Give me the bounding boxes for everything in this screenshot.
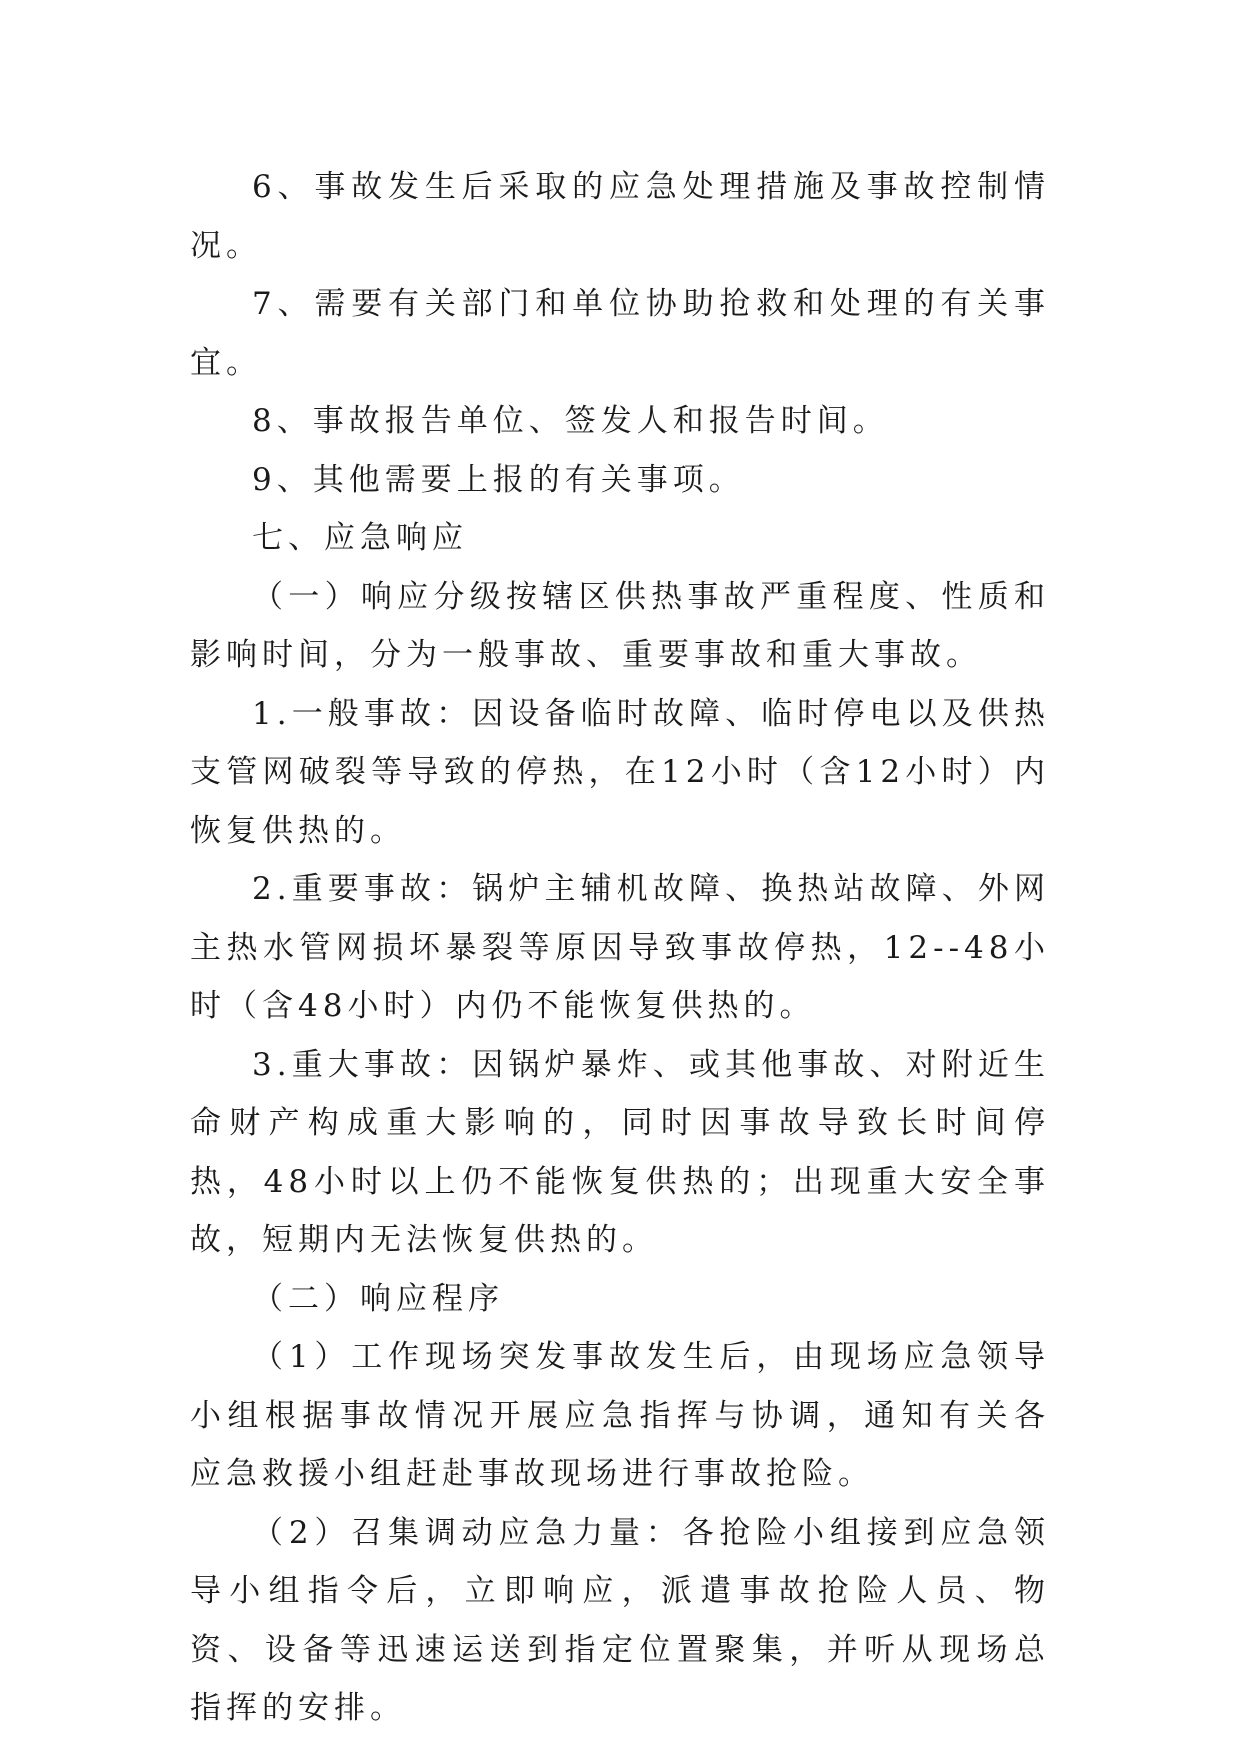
paragraph-item-8: 8、事故报告单位、签发人和报告时间。 bbox=[252, 403, 889, 439]
paragraph-item-7: 7、需要有关部门和单位协助抢救和处理的有关事宜。 bbox=[190, 286, 1050, 381]
paragraph-general-accident: 1.一般事故：因设备临时故障、临时停电以及供热支管网破裂等导致的停热，在12小时（含12小时）内恢复供热的。 bbox=[190, 695, 1050, 849]
paragraph-item-9: 9、其他需要上报的有关事项。 bbox=[252, 461, 745, 498]
paragraph-procedure-1: （1）工作现场突发事故发生后，由现场应急领导小组根据事故情况开展应急指挥与协调，通知有关各应急救援小组赶赴事故现场进行事故抢险。 bbox=[190, 1339, 1050, 1492]
paragraph-major-accident: 3.重大事故：因锅炉暴炸、或其他事故、对附近生命财产构成重大影响的，同时因事故导致长时间停热，48小时以上仍不能恢复供热的；出现重大安全事故，短期内无法恢复供热的。 bbox=[190, 1046, 1050, 1258]
paragraph-procedure-2: （2）召集调动应急力量：各抢险小组接到应急领导小组指令后，立即响应，派遣事故抢险人员、物资、设备等迅速运送到指定位置聚集，并听从现场总指挥的安排。 bbox=[190, 1514, 1050, 1726]
document-body bbox=[190, 158, 1050, 1738]
subsection-heading-response-procedure: （二）响应程序 bbox=[252, 1280, 504, 1317]
paragraph-item-6: 6、事故发生后采取的应急处理措施及事故控制情况。 bbox=[190, 169, 1050, 264]
section-heading-emergency-response: 七、应急响应 bbox=[252, 520, 468, 556]
paragraph-response-levels: （一）响应分级按辖区供热事故严重程度、性质和影响时间，分为一般事故、重要事故和重大事故。 bbox=[190, 578, 1050, 673]
paragraph-important-accident: 2.重要事故：锅炉主辅机故障、换热站故障、外网主热水管网损坏暴裂等原因导致事故停热，12--48小时（含48小时）内仍不能恢复供热的。 bbox=[190, 871, 1050, 1024]
